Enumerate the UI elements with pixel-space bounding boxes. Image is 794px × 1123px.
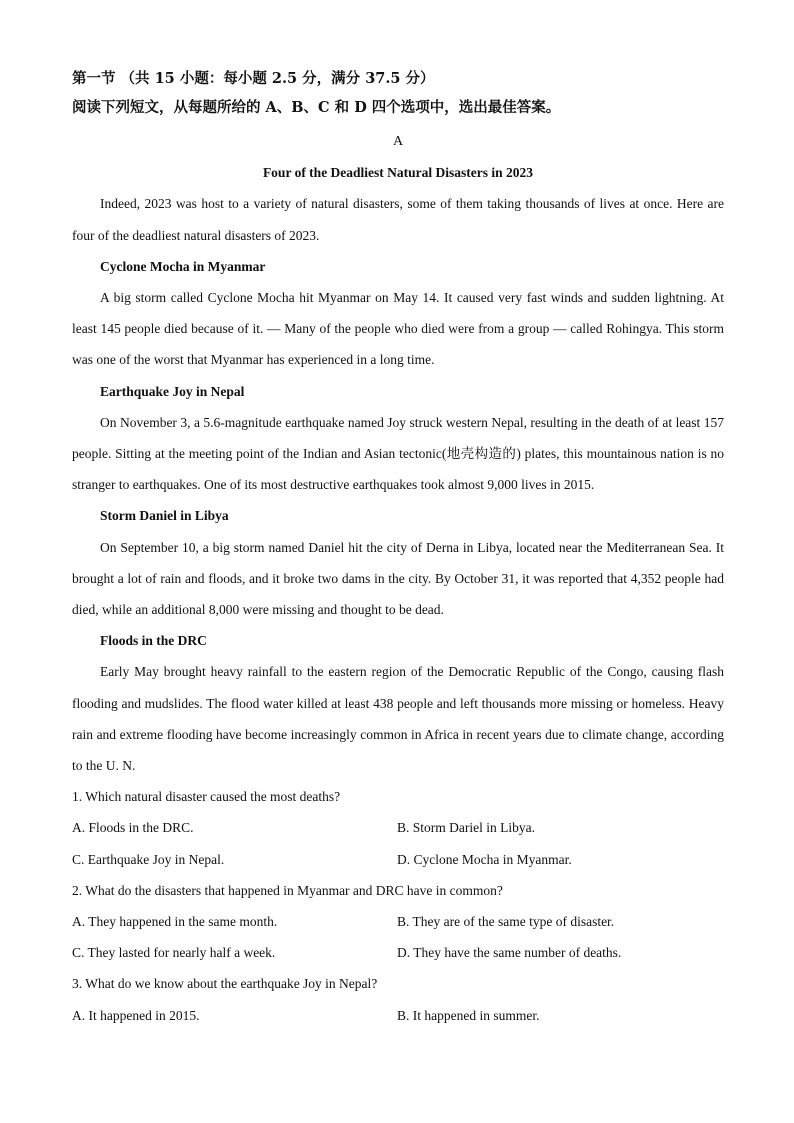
section-text-drc: Early May brought heavy rainfall to the eastern region of the Democratic Republic of the Congo, causing flash flooding and mudslides. The flood water killed at least 438 people and left thousands more missing or homeless. Heavy rain and extreme flooding have become increasingly common in Africa in recent years due to climate change, according to the U. N.	[72, 664, 724, 774]
section-heading-drc: Floods in the DRC	[100, 633, 207, 649]
question-1-option-d[interactable]: D. Cyclone Mocha in Myanmar.	[397, 851, 572, 867]
section-text-joy: On November 3, a 5.6-magnitude earthquake named Joy struck western Nepal, resulting in the death of at least 157 people. Sitting at the meeting point of the Indian and Asian tectonic(地壳构造的) plates, this mountainous nation is no stranger to earthquakes. One of its most destructive earthquakes took almost 9,000 lives in 2015.	[72, 414, 724, 493]
question-2-stem: 2. What do the disasters that happened in Myanmar and DRC have in common?	[72, 882, 503, 898]
question-1-stem: 1. Which natural disaster caused the most deaths?	[72, 789, 341, 805]
section-heading: 第一节 （共 15 小题：每小题 2.5 分，满分 37.5 分）	[72, 70, 435, 87]
question-2-options-row-1	[72, 906, 724, 937]
exam-page	[72, 64, 724, 1031]
section-heading-joy: Earthquake Joy in Nepal	[100, 383, 245, 399]
question-1-options-row-2	[72, 844, 724, 875]
passage-intro: Indeed, 2023 was host to a variety of natural disasters, some of them taking thousands of lives at once. Here are four of the deadliest natural disasters of 2023.	[72, 196, 724, 243]
passage-title: Four of the Deadliest Natural Disasters in 2023	[262, 165, 534, 181]
question-3-option-a[interactable]: A. It happened in 2015.	[72, 1007, 200, 1023]
passage-letter: A	[392, 134, 404, 149]
question-2-options-row-2	[72, 937, 724, 968]
question-1-options-row-1	[72, 812, 724, 843]
section-heading-daniel: Storm Daniel in Libya	[100, 508, 229, 524]
question-2-option-c[interactable]: C. They lasted for nearly half a week.	[72, 945, 276, 961]
question-1-option-c[interactable]: C. Earthquake Joy in Nepal.	[72, 851, 225, 867]
section-heading-mocha: Cyclone Mocha in Myanmar	[100, 258, 266, 274]
section-text-daniel: On September 10, a big storm named Daniel hit the city of Derna in Libya, located near the Mediterranean Sea. It brought a lot of rain and floods, and it broke two dams in the city. By October 31, it was reported that 4,352 people had died, while an additional 8,000 were missing and thought to be dead.	[72, 539, 724, 618]
question-3-option-b[interactable]: B. It happened in summer.	[397, 1007, 540, 1023]
section-text-mocha: A big storm called Cyclone Mocha hit Myanmar on May 14. It caused very fast winds and sudden lightning. At least 145 people died because of it. — Many of the people who died were from a group — called Rohingya. This storm was one of the worst that Myanmar has experienced in a long time.	[72, 290, 724, 368]
question-1-option-b[interactable]: B. Storm Dariel in Libya.	[397, 820, 535, 836]
instruction-line: 阅读下列短文，从每题所给的 A、B、C 和 D 四个选项中，选出最佳答案。	[72, 99, 561, 116]
question-3-options-row-1	[72, 1000, 724, 1031]
question-1-option-a[interactable]: A. Floods in the DRC.	[72, 820, 194, 836]
question-2-option-d[interactable]: D. They have the same number of deaths.	[397, 945, 622, 961]
question-2-option-b[interactable]: B. They are of the same type of disaster.	[397, 914, 615, 930]
question-3-stem: 3. What do we know about the earthquake Joy in Nepal?	[72, 976, 378, 992]
question-2-option-a[interactable]: A. They happened in the same month.	[72, 914, 278, 930]
